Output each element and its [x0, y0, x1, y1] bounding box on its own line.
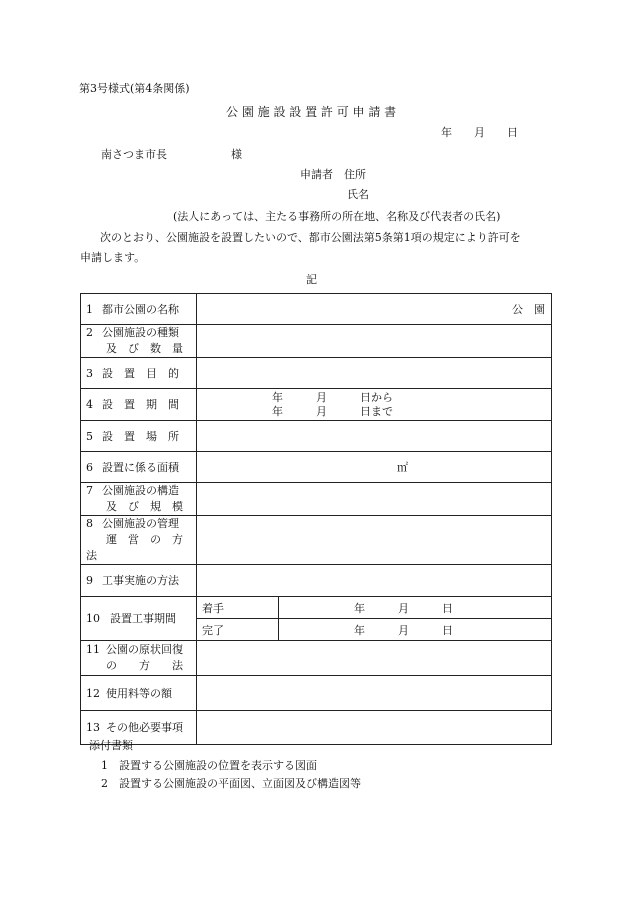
end-date: 年 月 日 [354, 623, 453, 637]
attachment-item: 2 設置する公園施設の平面図、立面図及び構造図等 [101, 777, 361, 790]
construction-method-field[interactable] [197, 565, 552, 597]
restoration-field[interactable] [197, 641, 552, 676]
table-row [81, 565, 552, 597]
body-text-line2: 申請します。 [80, 251, 146, 264]
attachments-heading: 添付書類 [89, 739, 133, 752]
facility-type-field[interactable] [197, 325, 552, 358]
row-label-management: 8 公園施設の管理 運 営 の 方 法 [81, 516, 197, 565]
corporate-note: (法人にあっては、主たる事務所の所在地、名称及び代表者の氏名) [173, 210, 501, 223]
row-label-restoration: 11 公園の原状回復 の 方 法 [81, 641, 197, 676]
table-row [81, 421, 552, 452]
applicant-address-label: 申請者 住所 [300, 168, 366, 181]
table-row [81, 597, 552, 619]
table-row [81, 641, 552, 676]
period-field[interactable] [197, 389, 552, 421]
addressee: 南さつま市長 [101, 148, 167, 161]
table-row [81, 358, 552, 389]
table-row [81, 325, 552, 358]
period-to: 年 月 日まで [272, 404, 393, 418]
table-row [81, 389, 552, 421]
row-label-structure: 7 公園施設の構造 及 び 規 模 [81, 483, 197, 516]
row-label-facility-type: 2 公園施設の種類 及 び 数 量 [81, 325, 197, 358]
form-number: 第3号様式(第4条関係) [79, 82, 190, 95]
row-label-other: 13 その他必要事項 [81, 711, 197, 745]
table-row [81, 711, 552, 745]
purpose-field[interactable] [197, 358, 552, 389]
row-label-purpose: 3 設 置 目 的 [81, 358, 197, 389]
table-row [81, 516, 552, 565]
table-row [81, 294, 552, 325]
area-unit: ㎡ [397, 461, 408, 474]
application-form-table [80, 293, 552, 745]
area-field[interactable] [197, 452, 552, 483]
row-label-location: 5 設 置 場 所 [81, 421, 197, 452]
table-row [81, 483, 552, 516]
end-date-field[interactable] [279, 619, 552, 641]
structure-field[interactable] [197, 483, 552, 516]
row-label-construction-period: 10 設置工事期間 [81, 597, 197, 641]
attachment-item: 1 設置する公園施設の位置を表示する図面 [101, 759, 317, 772]
park-name-field[interactable] [197, 294, 552, 325]
row-label-construction-method: 9 工事実施の方法 [81, 565, 197, 597]
applicant-name-label: 氏名 [347, 188, 369, 201]
row-label-park-name: 1 都市公園の名称 [81, 294, 197, 325]
body-text-line1: 次のとおり、公園施設を設置したいので、都市公園法第5条第1項の規定により許可を [100, 231, 521, 244]
period-from: 年 月 日から [272, 390, 393, 404]
location-field[interactable] [197, 421, 552, 452]
start-date: 年 月 日 [354, 601, 453, 615]
date-line: 年 月 日 [441, 126, 518, 139]
fee-field[interactable] [197, 676, 552, 711]
start-date-field[interactable] [279, 597, 552, 619]
document-title: 公 園 施 設 設 置 許 可 申 請 書 [226, 105, 397, 119]
honorific: 様 [231, 148, 242, 161]
table-row [81, 452, 552, 483]
table-row [81, 676, 552, 711]
row-label-period: 4 設 置 期 間 [81, 389, 197, 421]
row-label-area: 6 設置に係る面積 [81, 452, 197, 483]
park-suffix: 公 園 [512, 303, 545, 316]
management-field[interactable] [197, 516, 552, 565]
ki-heading: 記 [306, 273, 317, 286]
end-label: 完了 [197, 619, 279, 641]
other-field[interactable] [197, 711, 552, 745]
start-label: 着手 [197, 597, 279, 619]
row-label-fee: 12 使用料等の額 [81, 676, 197, 711]
